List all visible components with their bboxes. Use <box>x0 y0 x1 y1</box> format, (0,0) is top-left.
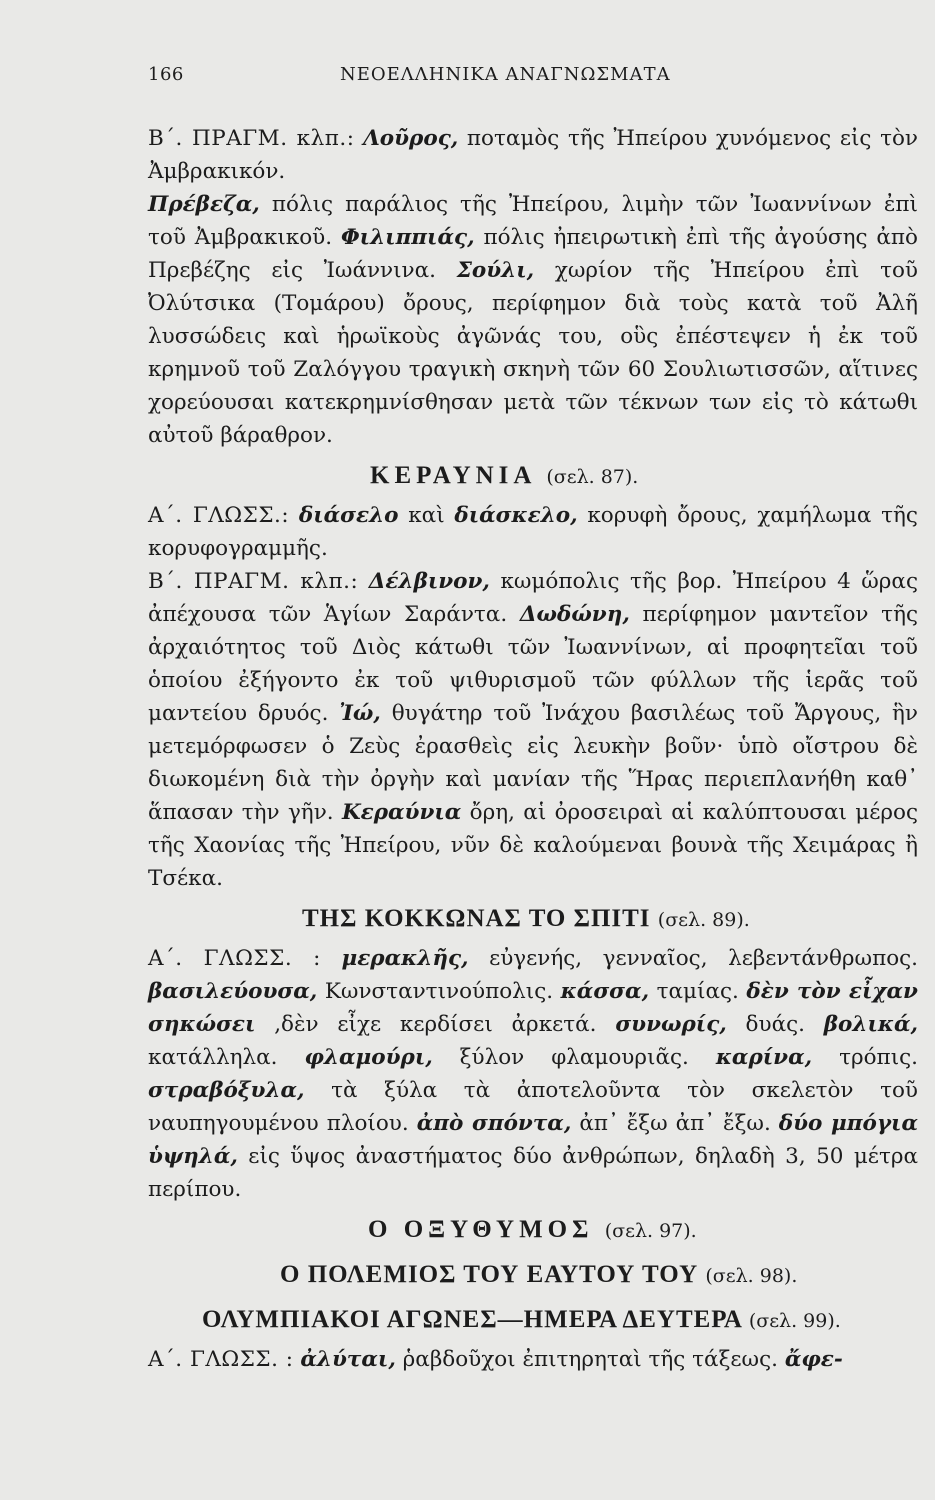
definition: θυγάτηρ τοῦ Ἰνάχου βασιλέως τοῦ Ἄργους, ἣν μετεμόρφωσεν ὁ Ζεὺς ἐρασθεὶς εἰς λευκὴν βοῦν· ὑπὸ οἴστρου δὲ διωκομένη διὰ τὴν ὀργὴν καὶ μανίαν τῆς Ἥρας περιεπλανήθη καθ᾽ ἅπασαν τὴν γῆν. <box>148 701 918 825</box>
paragraph-gloss-keraunia <box>148 499 918 565</box>
definition: ῥαβδοῦχοι ἐπιτηρηταὶ τῆς τάξεως. <box>395 1347 785 1372</box>
heading-page-ref: (σελ. 98). <box>705 1265 798 1287</box>
definition: Κωνσταντινούπολις. <box>317 979 561 1004</box>
term: ἀλύται, <box>300 1347 396 1372</box>
heading-page-ref: (σελ. 97). <box>604 1220 697 1242</box>
term: συνωρίς, <box>615 1012 727 1037</box>
term: μερακλῆς, <box>341 946 469 971</box>
definition: εἰς ὕψος ἀναστήματος δύο ἀνθρώπων, δηλαδὴ 3, 50 μέτρα περίπου. <box>148 1144 918 1202</box>
definition: εὐγενής, γενναῖος, λεβεντάνθρωπος. <box>468 946 919 971</box>
section-heading-kokkonas <box>148 899 918 940</box>
heading-page-ref: (σελ. 99). <box>748 1310 841 1332</box>
section-label: Α΄. ΓΛΩΣΣ. : <box>148 1347 294 1372</box>
definition: κατάλληλα. <box>148 1045 305 1070</box>
term: δὲν τὸν εἶχαν σηκώσει <box>148 979 918 1037</box>
section-heading-keraunia <box>148 456 918 497</box>
term: βολικά, <box>823 1012 919 1037</box>
definition: περίφημον μαντεῖον τῆς ἀρχαιότητος τοῦ Διὸς κάτωθι τῶν Ἰωαννίνων, αἱ προφητεῖαι τοῦ ὁποίου ἐξήγοντο ἐκ τοῦ ψιθυρισμοῦ τῶν φύλλων τῆς ἱερᾶς τοῦ μαντείου δρυός. <box>148 602 918 726</box>
heading-title: ΟΛΥΜΠΙΑΚΟΙ ΑΓΩΝΕΣ—ΗΜΕΡΑ ΔΕΥΤΕΡΑ <box>202 1306 742 1333</box>
definition: τὰ ξύλα τὰ ἀποτελοῦντα τὸν σκελετὸν τοῦ ναυπηγουμένου πλοίου. <box>148 1078 918 1136</box>
definition: ,δὲν εἶχε κερδίσει ἀρκετά. <box>255 1012 616 1037</box>
paragraph-pragm-2 <box>148 188 918 452</box>
page-number: 166 <box>148 64 184 85</box>
running-title: ΝΕΟΕΛΛΗΝΙΚΑ ΑΝΑΓΝΩΣΜΑΤΑ <box>340 64 671 85</box>
definition: τρόπις. <box>812 1045 918 1070</box>
term: Δέλβινον, <box>368 569 490 594</box>
section-label: Β΄. ΠΡΑΓΜ. κλπ.: <box>148 569 359 594</box>
page-body <box>148 122 918 1376</box>
term: δύο μπόγια ὑψηλά, <box>148 1111 918 1169</box>
section-label: Α΄. ΓΛΩΣΣ.: <box>148 503 290 528</box>
definition: ὄρη, αἱ ὀροσειραὶ αἱ καλύπτουσαι μέρος τῆς Χαονίας τῆς Ἠπείρου, νῦν δὲ καλούμεναι βουνὰ τῆς Χειμάρας ἢ Τσέκα. <box>148 800 918 891</box>
term: Ἰώ, <box>339 701 381 726</box>
heading-title: Ο ΟΞΥΘΥΜΟΣ <box>368 1216 594 1243</box>
definition: κορυφὴ ὄρους, χαμήλωμα τῆς κορυφογραμμῆς. <box>148 503 918 561</box>
section-heading-olympiakoi <box>148 1300 918 1341</box>
term: κάσσα, <box>560 979 650 1004</box>
heading-title: ΤΗΣ ΚΟΚΚΩΝΑΣ ΤΟ ΣΠΙΤΙ <box>302 905 651 932</box>
section-heading-oxythymos <box>148 1210 918 1251</box>
term: βασιλεύουσα, <box>148 979 318 1004</box>
definition: καὶ <box>398 503 455 528</box>
section-heading-polemios <box>148 1255 918 1296</box>
term: φλαμούρι, <box>304 1045 433 1070</box>
term: στραβόξυλα, <box>148 1078 305 1103</box>
paragraph-pragm-keraunia <box>148 565 918 895</box>
term: ἀπὸ σπόντα, <box>416 1111 572 1136</box>
definition: ἀπ᾽ ἔξω ἀπ᾽ ἔξω. <box>571 1111 779 1136</box>
term: Πρέβεζα, <box>148 192 260 217</box>
heading-page-ref: (σελ. 87). <box>546 466 639 488</box>
term: ἄφε- <box>784 1347 843 1372</box>
term: διάσελο <box>298 503 399 528</box>
definition: χωρίον τῆς Ἠπείρου ἐπὶ τοῦ Ὀλύτσικα (Τομάρου) ὄρους, περίφημον διὰ τοὺς κατὰ τοῦ Ἀλῆ λυσσώδεις καὶ ἡρωϊκοὺς ἀγῶνάς του, οὓς ἐπέστεψεν ἡ ἐκ τοῦ κρημνοῦ τοῦ Ζαλόγγου τραγικὴ σκηνὴ τῶν 60 Σουλιωτισσῶν, αἵτινες χορεύουσαι κατεκρημνίσθησαν μετὰ τῶν τέκνων των εἰς τὸ κάτωθι αὐτοῦ βάραθρον. <box>148 258 918 448</box>
paragraph-pragm-1 <box>148 122 918 188</box>
term: καρίνα, <box>715 1045 813 1070</box>
heading-page-ref: (σελ. 89). <box>657 909 750 931</box>
term: Κεραύνια <box>341 800 462 825</box>
term: Φιλιππιάς, <box>340 225 475 250</box>
definition: ξύλον φλαμουριᾶς. <box>432 1045 716 1070</box>
heading-title: ΚΕΡΑΥΝΙΑ <box>370 462 536 489</box>
definition: κωμόπολις τῆς βορ. Ἠπείρου 4 ὥρας ἀπέχουσα τῶν Ἁγίων Σαράντα. <box>148 569 918 627</box>
definition: πόλις ἠπειρωτικὴ ἐπὶ τῆς ἀγούσης ἀπὸ Πρεβέζης εἰς Ἰωάννινα. <box>148 225 918 283</box>
term: Δωδώνη, <box>519 602 630 627</box>
paragraph-gloss-kokkonas <box>148 942 918 1206</box>
section-label: Β΄. ΠΡΑΓΜ. κλπ.: <box>148 126 355 151</box>
term: διάσκελο, <box>454 503 578 528</box>
term: Σούλι, <box>456 258 535 283</box>
section-label: Α΄. ΓΛΩΣΣ. : <box>148 946 321 971</box>
definition: πόλις παράλιος τῆς Ἠπείρου, λιμὴν τῶν Ἰωαννίνων ἐπὶ τοῦ Ἀμβρακικοῦ. <box>148 192 918 250</box>
definition: δυάς. <box>726 1012 824 1037</box>
term: Λοῦρος, <box>363 126 459 151</box>
definition: ποταμὸς τῆς Ἠπείρου χυνόμενος εἰς τὸν Ἀμβρακικόν. <box>148 126 918 184</box>
running-head <box>148 64 915 104</box>
heading-title: Ο ΠΟΛΕΜΙΟΣ ΤΟΥ ΕΑΥΤΟΥ ΤΟΥ <box>280 1261 699 1288</box>
definition: ταμίας. <box>649 979 747 1004</box>
paragraph-gloss-olympiakoi <box>148 1343 918 1376</box>
